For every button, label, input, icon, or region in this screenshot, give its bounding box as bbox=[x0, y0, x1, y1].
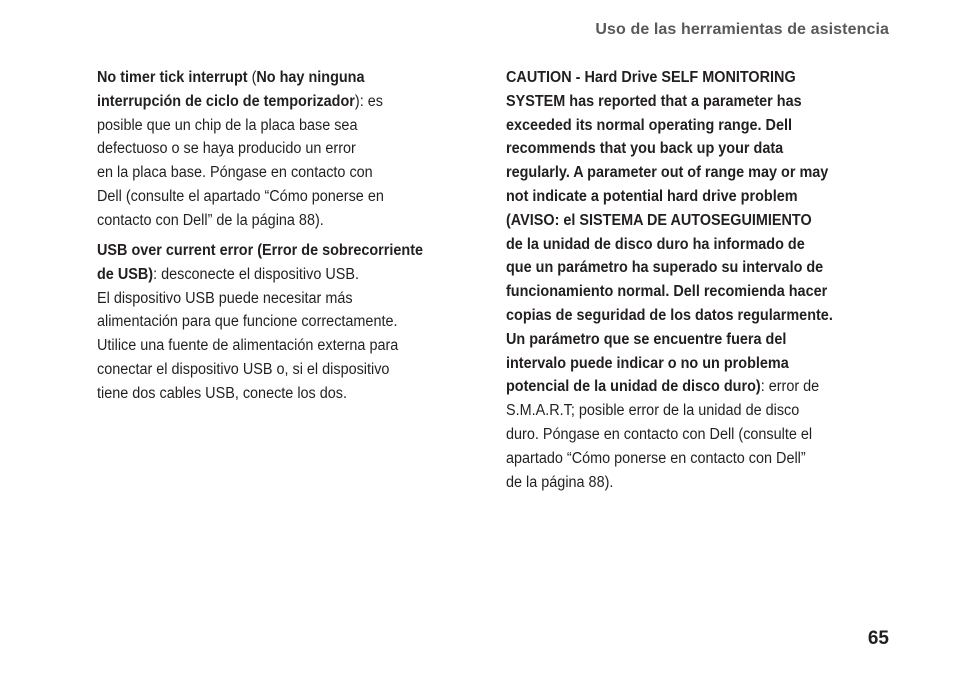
text-line: S.M.A.R.T; posible error de la unidad de disco bbox=[506, 402, 800, 420]
caution-text: not indicate a potential hard drive problem bbox=[506, 187, 798, 205]
text-line bbox=[506, 304, 892, 328]
caution-text: que un parámetro ha superado su intervalo de bbox=[506, 259, 824, 277]
text-line: tiene dos cables USB, conecte los dos. bbox=[97, 384, 348, 402]
usb-current-error-paragraph bbox=[97, 239, 478, 406]
caution-text: SYSTEM has reported that a parameter has bbox=[506, 92, 802, 110]
text-line bbox=[506, 328, 892, 352]
text-line bbox=[506, 233, 892, 257]
text-line: de la página 88). bbox=[506, 473, 614, 491]
error-term-translation: No hay ninguna bbox=[256, 69, 365, 86]
text-line: Utilice una fuente de alimentación externa para bbox=[97, 337, 399, 355]
caution-text: Un parámetro que se encuentre fuera del bbox=[506, 330, 787, 348]
text-line bbox=[97, 263, 478, 287]
text-line bbox=[506, 375, 892, 399]
text-line bbox=[506, 209, 892, 233]
text-run: : desconecte el dispositivo USB. bbox=[153, 265, 359, 283]
text-line: posible que un chip de la placa base sea bbox=[97, 116, 358, 134]
text-line: conectar el dispositivo USB o, si el dispositivo bbox=[97, 361, 390, 379]
smart-caution-paragraph bbox=[506, 66, 892, 494]
text-line bbox=[506, 256, 892, 280]
text-line bbox=[97, 239, 478, 263]
caution-text: copias de seguridad de los datos regularmente. bbox=[506, 306, 833, 324]
caution-text: CAUTION - Hard Drive SELF MONITORING bbox=[506, 69, 796, 86]
error-term: USB over current error (Error de sobrecorriente bbox=[97, 242, 424, 260]
caution-text: recommends that you back up your data bbox=[506, 140, 784, 158]
error-term: de USB) bbox=[97, 265, 154, 283]
text-line bbox=[506, 66, 892, 90]
text-line: Dell (consulte el apartado “Cómo ponerse en bbox=[97, 187, 384, 205]
caution-text: intervalo puede indicar o no un problema bbox=[506, 354, 789, 372]
error-term: No timer tick interrupt bbox=[97, 69, 248, 86]
text-line bbox=[97, 90, 478, 114]
text-line bbox=[506, 137, 892, 161]
text-line bbox=[97, 66, 478, 90]
caution-text: de la unidad de disco duro ha informado de bbox=[506, 235, 805, 253]
text-line: en la placa base. Póngase en contacto con bbox=[97, 164, 373, 182]
caution-text: exceeded its normal operating range. Dell bbox=[506, 116, 792, 134]
text-line: defectuoso o se haya producido un error bbox=[97, 140, 356, 158]
text-line: El dispositivo USB puede necesitar más bbox=[97, 289, 353, 307]
text-line: duro. Póngase en contacto con Dell (consulte el bbox=[506, 425, 813, 443]
caution-text: (AVISO: el SISTEMA DE AUTOSEGUIMIENTO bbox=[506, 211, 812, 229]
timer-tick-error-paragraph bbox=[97, 66, 478, 233]
text-line bbox=[506, 280, 892, 304]
caution-text: funcionamiento normal. Dell recomienda hacer bbox=[506, 283, 828, 301]
text-line: apartado “Cómo ponerse en contacto con Dell” bbox=[506, 449, 806, 467]
left-column bbox=[97, 66, 478, 412]
page-number: 65 bbox=[867, 628, 889, 649]
text-line bbox=[506, 114, 892, 138]
text-line bbox=[506, 352, 892, 376]
text-line bbox=[506, 185, 892, 209]
running-header: Uso de las herramientas de asistencia bbox=[595, 21, 889, 38]
text-run: : error de bbox=[760, 378, 820, 396]
text-line: alimentación para que funcione correctamente. bbox=[97, 313, 398, 331]
caution-text: potencial de la unidad de disco duro) bbox=[506, 378, 761, 396]
text-run: ): es bbox=[354, 92, 383, 110]
caution-text: regularly. A parameter out of range may or may bbox=[506, 164, 829, 182]
text-run: ( bbox=[247, 69, 257, 86]
text-line bbox=[506, 90, 892, 114]
error-term-translation: interrupción de ciclo de temporizador bbox=[97, 92, 355, 110]
right-column bbox=[506, 66, 892, 501]
text-line bbox=[506, 161, 892, 185]
text-line: contacto con Dell” de la página 88). bbox=[97, 211, 324, 229]
